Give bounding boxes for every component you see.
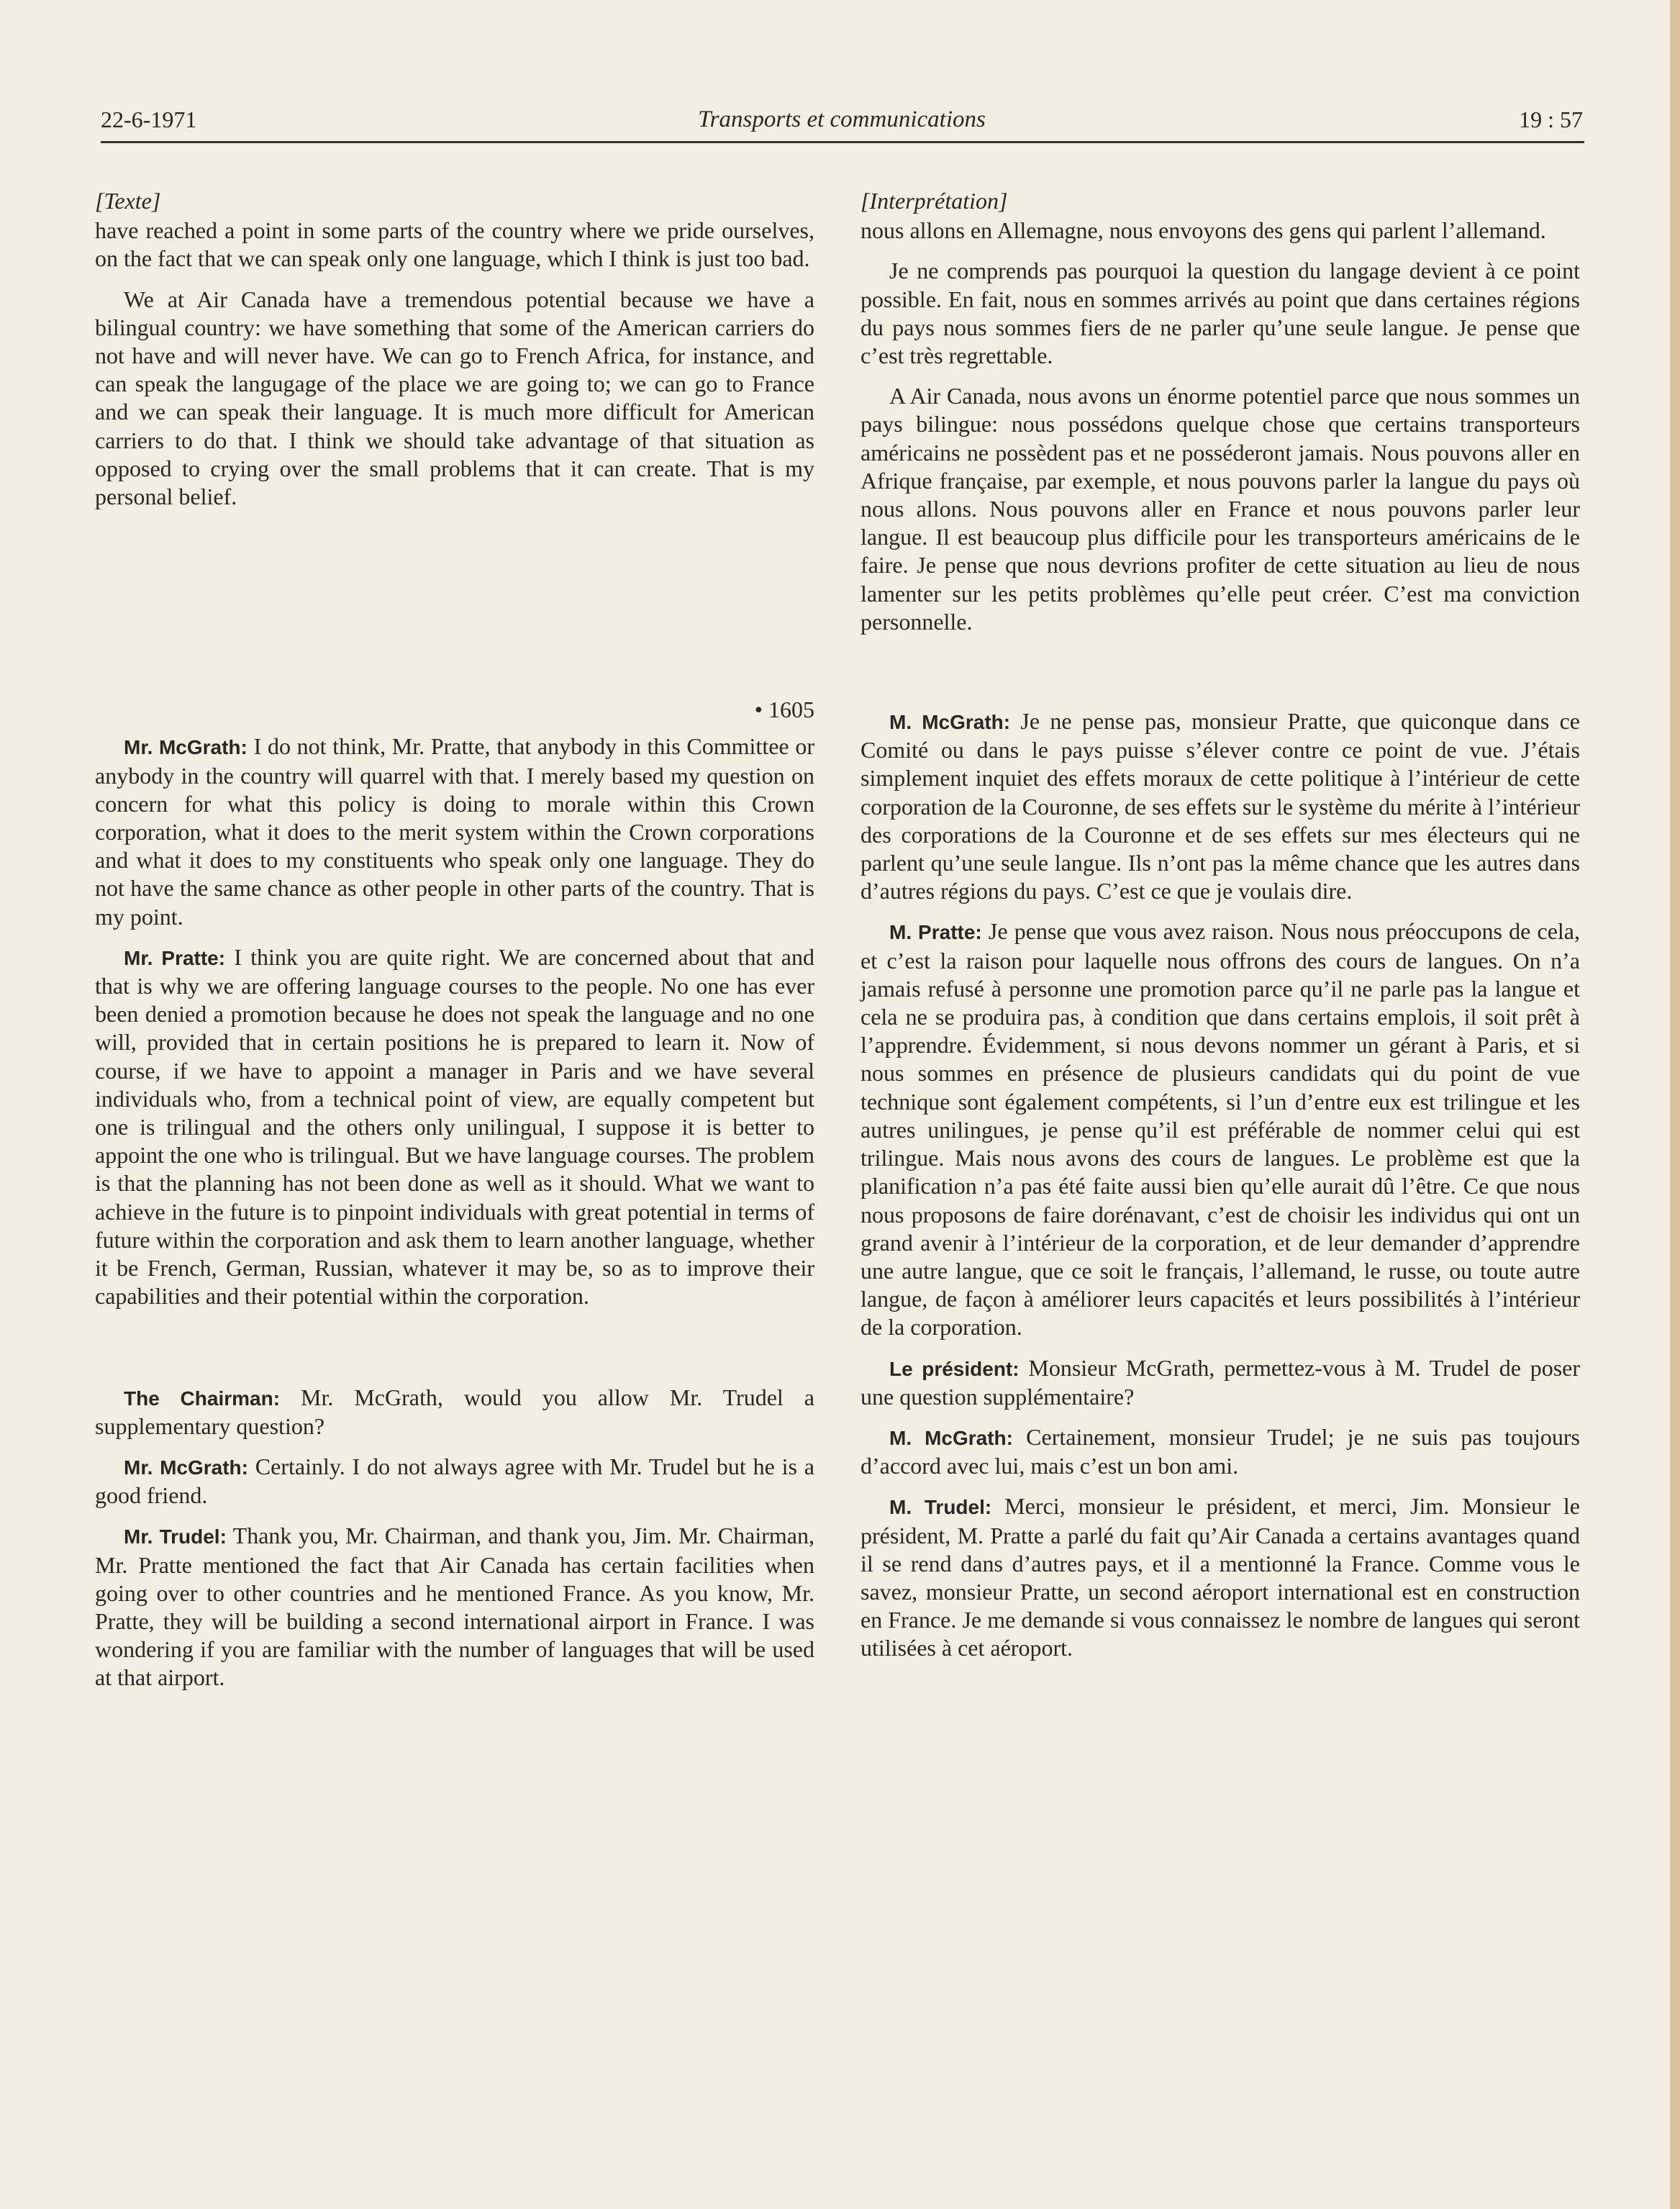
french-column bbox=[861, 187, 1580, 1675]
speaker: Mr. McGrath: bbox=[124, 736, 248, 759]
speaker: M. McGrath: bbox=[889, 711, 1011, 734]
speech-text: Certainly. I do not always agree with Mr. Trudel but he is a good friend. bbox=[95, 1453, 814, 1509]
speaker: M. Pratte: bbox=[889, 921, 982, 944]
speech bbox=[861, 1354, 1580, 1411]
speech bbox=[95, 1522, 814, 1692]
speech-text: Je ne pense pas, monsieur Pratte, que quiconque dans ce Comité ou dans le pays puisse s’élever contre ce point de vue. J’étais simplement inquiet des effets moraux de cette politique à l’intérieur de cette corporation de la Couronne, de ses effets sur le système du mérite à l’intérieur des corporations de la Couronne et de ses effets sur mes électeurs qui ne parlent qu’une seule langue. Ils n’ont pas la même chance que les autres dans d’autres régions du pays. C’est ce que je voulais dire. bbox=[861, 708, 1581, 904]
speech-text: Monsieur McGrath, permettez-vous à M. Trudel de poser une question supplémentaire? bbox=[861, 1354, 1581, 1410]
speech-text: I think you are quite right. We are concerned about that and that is why we are offering language courses to the people. No one has ever been denied a promotion because he does not speak the language and no one will, provided that in certain positions he is prepared to learn it. Now of course, if we have to appoint a manager in Paris and we have several individuals who, from a technical point of view, are equally competent but one is trilingual and the others only unilingual, I suppose it is better to appoint the one who is trilingual. But we have language courses. The problem is that the planning has not been done as well as it should. What we want to achieve in the future is to pinpoint individuals with great potential in terms of future within the corporation and ask them to learn another language, whether it be French, German, Russian, whatever it may be, so as to improve their capabilities and their potential within the corporation. bbox=[95, 943, 814, 1310]
page-header bbox=[101, 106, 1583, 142]
speaker: M. McGrath: bbox=[889, 1426, 1013, 1449]
speech bbox=[95, 1453, 814, 1510]
page-edge bbox=[1670, 0, 1680, 2209]
speech-text: Mr. McGrath, would you allow Mr. Trudel a supplementary question? bbox=[95, 1384, 814, 1439]
paragraph: nous allons en Allemagne, nous envoyons des gens qui parlent l’allemand. bbox=[861, 217, 1546, 244]
speaker: M. Trudel: bbox=[889, 1496, 992, 1519]
text-tag: [Texte] bbox=[95, 188, 161, 214]
speaker: Mr. McGrath: bbox=[124, 1456, 248, 1479]
speech-text: I do not think, Mr. Pratte, that anybody in this Committee or anybody in the country will quarrel with that. I merely based my question on concern for what this policy is doing to morale within this Crown corporation, what it does to the merit system within the Crown corporations and what it does to my constituents who speak only one language. They do not have the same chance as other people in other parts of the country. That is my point. bbox=[95, 733, 814, 930]
speaker: Mr. Trudel: bbox=[124, 1525, 227, 1548]
paragraph: A Air Canada, nous avons un énorme potentiel parce que nous sommes un pays bilingue: nous possédons quelque chose que certains transporteurs américains ne possèdent pas et ne posséderont jamais. Nous pouvons aller en Afrique française, par exemple, et nous pouvons parler la langue du pays où nous allons. Nous pouvons aller en France et nous pouvons parler leur langue. Il est beaucoup plus difficile pour les transporteurs américains de le faire. Je pense que nous devrions profiter de cette situation au lieu de nous lamenter sur les petits problèmes qu’elle peut créer. C’est ma conviction personnelle. bbox=[861, 383, 1580, 635]
speech bbox=[861, 1423, 1580, 1480]
speech-text: Certainement, monsieur Trudel; je ne suis pas toujours d’accord avec lui, mais c’est un bon ami. bbox=[861, 1423, 1581, 1479]
interpretation-tag: [Interprétation] bbox=[861, 188, 1008, 214]
speech bbox=[861, 707, 1580, 905]
header-rule bbox=[101, 141, 1584, 143]
speaker: The Chairman: bbox=[124, 1387, 281, 1410]
header-date: 22-6-1971 bbox=[101, 106, 197, 132]
speaker: Mr. Pratte: bbox=[124, 946, 226, 969]
header-page-number: 19 : 57 bbox=[1519, 106, 1583, 132]
timestamp: • 1605 bbox=[754, 697, 814, 723]
paragraph: Je ne comprends pas pourquoi la question du langage devient à ce point possible. En fait, nous en sommes arrivés au point que dans certaines régions du pays nous sommes fiers de ne parler qu’une seule langue. Je pense que c’est très regrettable. bbox=[861, 258, 1580, 369]
speech-text: Merci, monsieur le président, et merci, Jim. Monsieur le président, M. Pratte a parlé du fait qu’Air Canada a certains avantages quand il se rend dans d’autres pays, et il a mentionné la France. Comme vous le savez, monsieur Pratte, un second aéroport international est en construction en France. Je me demande si vous connaissez le nombre de langues qui seront utilisées à cet aéroport. bbox=[861, 1493, 1580, 1661]
paragraph: have reached a point in some parts of the country where we pride ourselves, on the fact that we can speak only one language, which I think is just too bad. bbox=[95, 217, 814, 272]
paragraph: We at Air Canada have a tremendous potential because we have a bilingual country: we have something that some of the American carriers do not have and will never have. We can go to French Africa, for instance, and can speak the langugage of the place we are going to; we can go to France and we can speak their language. It is much more difficult for American carriers to do that. I think we should take advantage of that situation as opposed to crying over the small problems that it can create. That is my personal belief. bbox=[95, 286, 814, 510]
english-column bbox=[95, 187, 814, 1705]
speaker: Le président: bbox=[889, 1357, 1020, 1380]
speech bbox=[861, 1492, 1580, 1662]
speech bbox=[861, 917, 1580, 1341]
speech-text: Thank you, Mr. Chairman, and thank you, Jim. Mr. Chairman, Mr. Pratte mentioned the fact that Air Canada has certain facilities when going over to other countries and he mentioned France. As you know, Mr. Pratte, they will be building a second international airport in France. I was wondering if you are familiar with the number of languages that will be used at that airport. bbox=[95, 1523, 814, 1691]
speech bbox=[95, 732, 814, 930]
header-title: Transports et communications bbox=[698, 106, 986, 132]
speech bbox=[95, 943, 814, 1311]
speech bbox=[95, 1384, 814, 1441]
speech-text: Je pense que vous avez raison. Nous nous préoccupons de cela, et c’est la raison pour laquelle nous offrons des cours de langues. On n’a jamais refusé à personne une promotion parce qu’il ne parle pas la langue et cela ne se produira pas, à condition que dans certains emplois, il soit prêt à l’apprendre. Évidemment, si nous devons nommer un gérant à Paris, et si nous sommes en présence de plusieurs candidats qui du point de vue technique sont également compétents, si l’un d’entre eux est trilingue et les autres unilingues, je pense qu’il est préférable de nommer celui qui est trilingue. Mais nous avons des cours de langues. Le problème est que la planification n’a pas été faite aussi bien qu’elle aurait dû l’être. Ce que nous nous proposons de faire dorénavant, c’est de choisir les individus qui ont un grand avenir à l’intérieur de la corporation, et de leur demander d’apprendre une autre langue, que ce soit le français, l’allemand, le russe, ou toute autre langue, de façon à améliorer leurs capacités et leurs possibilités à l’intérieur de la corporation. bbox=[861, 918, 1581, 1341]
